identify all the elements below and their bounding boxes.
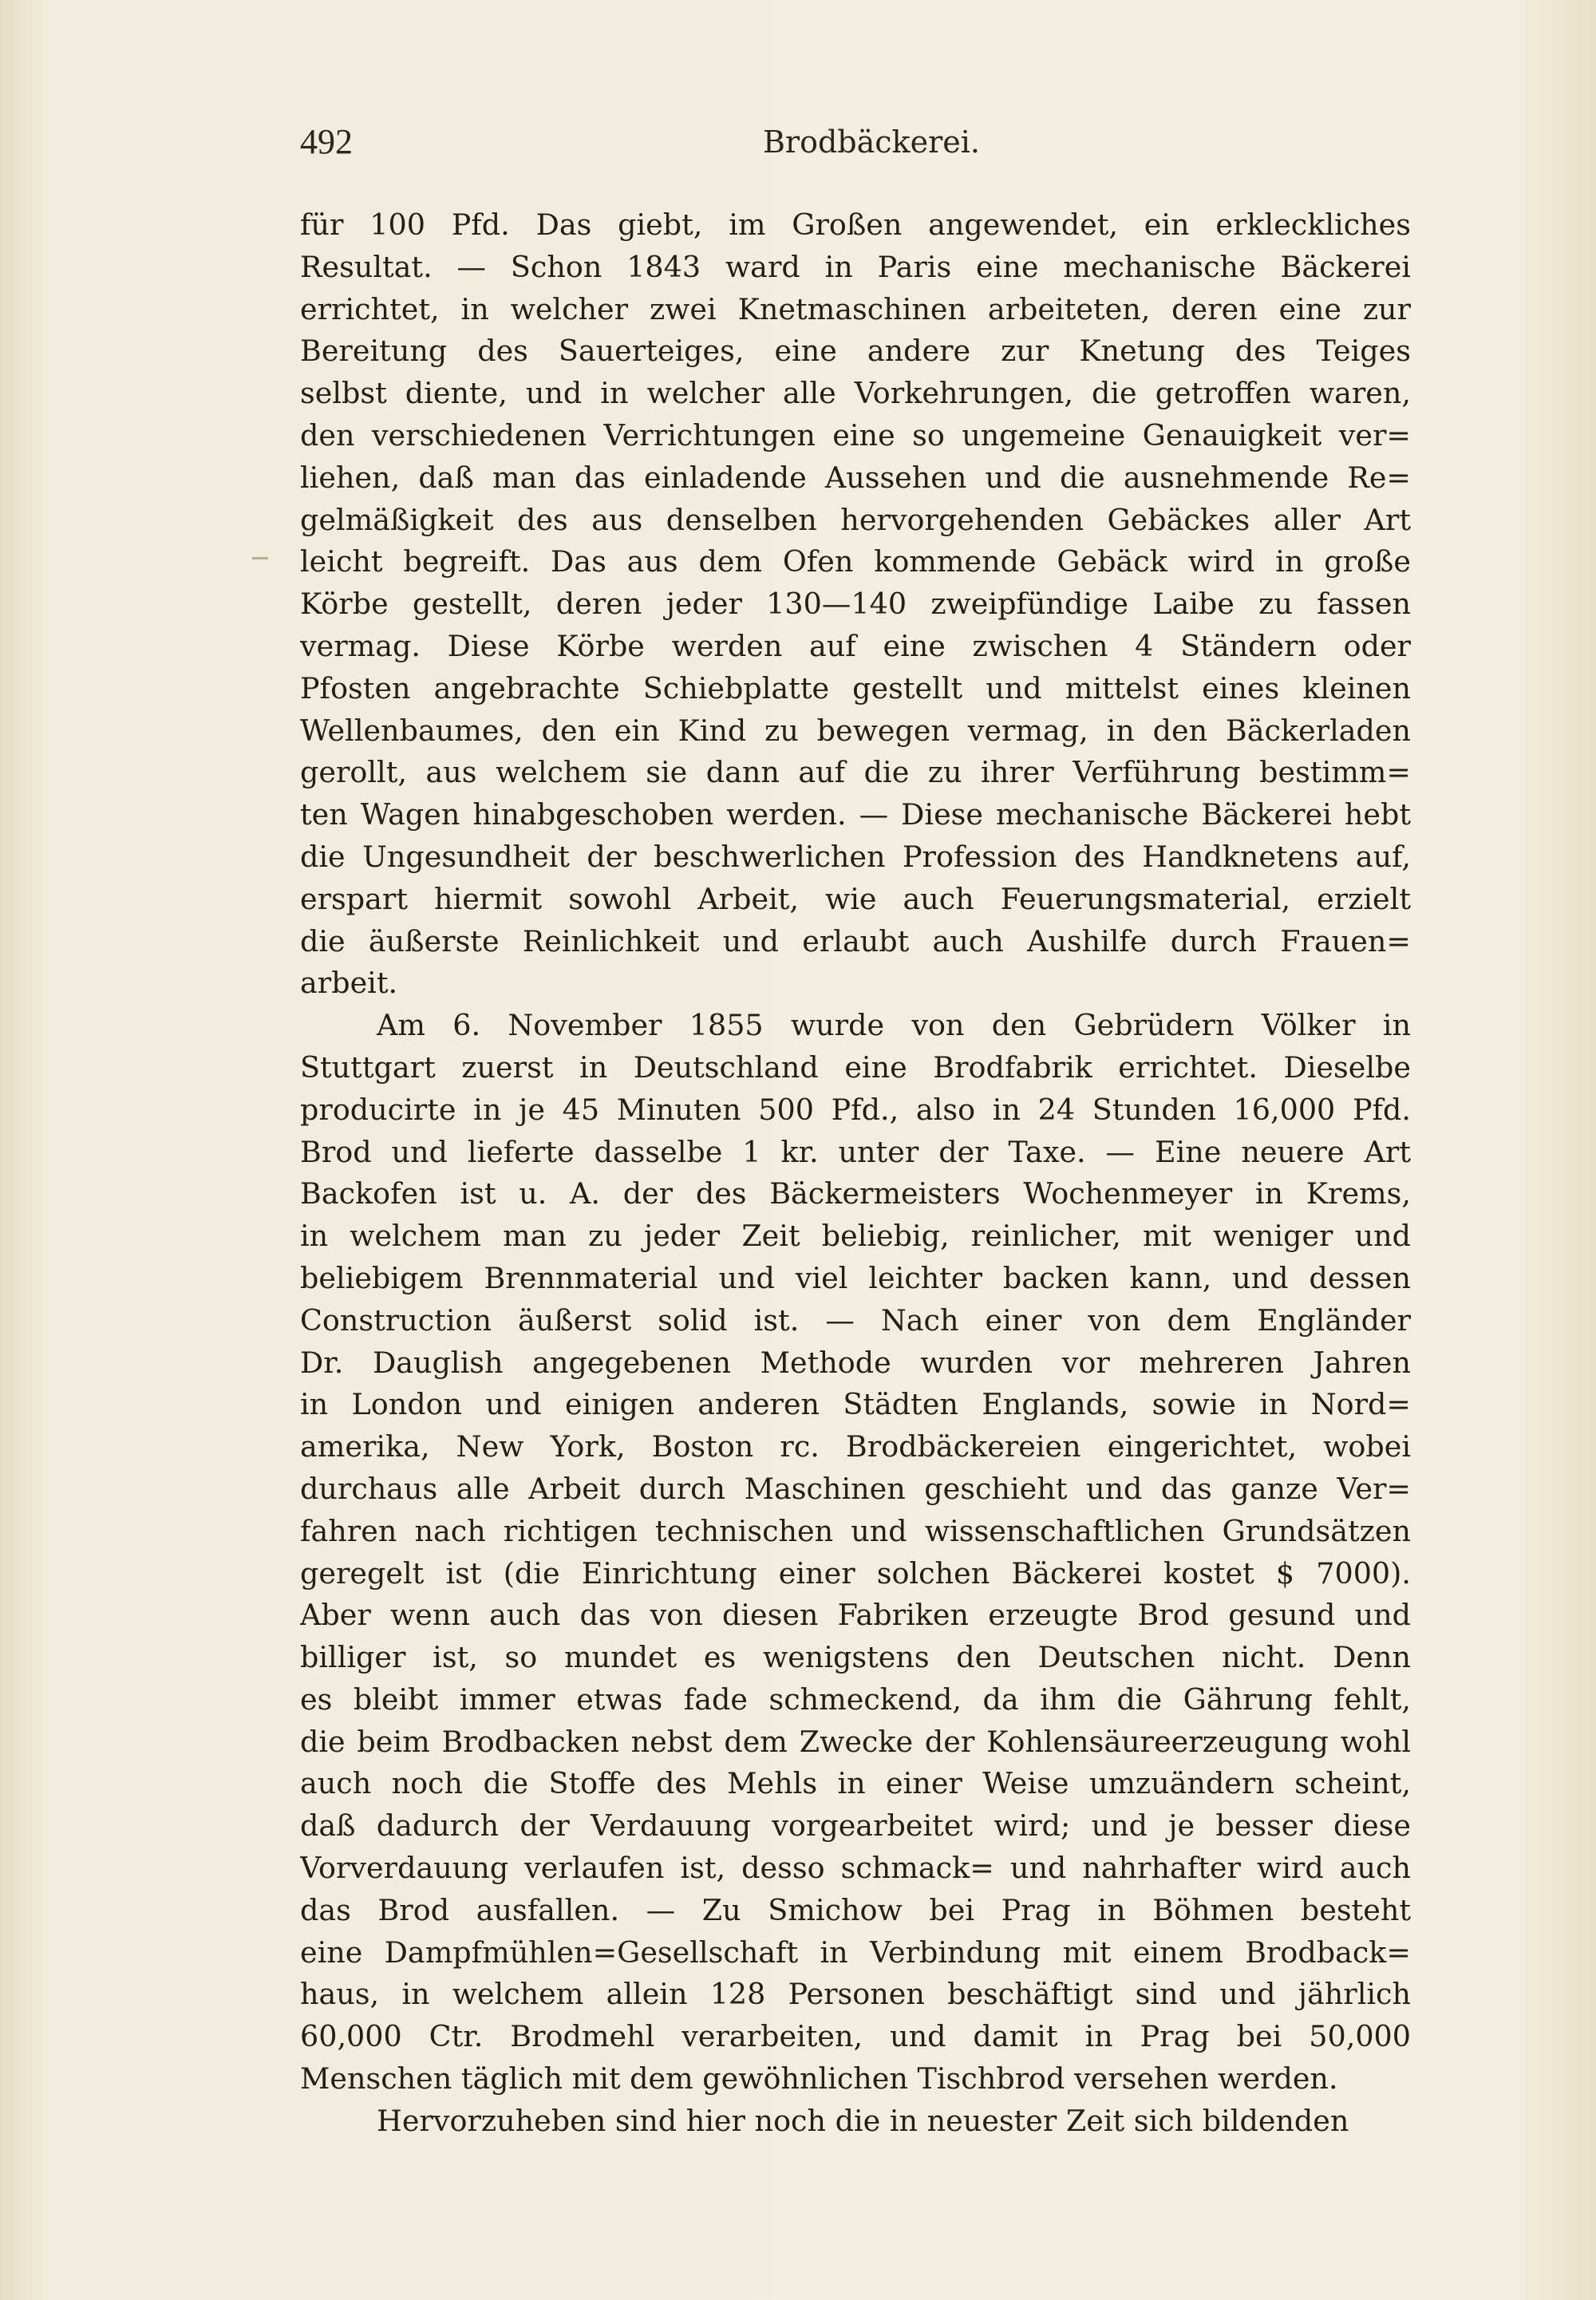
text-line: gerollt, aus welchem sie dann auf die zu ihrer Verführung bestimm=: [300, 755, 1411, 790]
text-line: amerika, New York, Boston rc. Brodbäckereien eingerichtet, wobei: [300, 1429, 1411, 1464]
text-line: 60,000 Ctr. Brodmehl verarbeiten, und damit in Prag bei 50,000: [300, 2019, 1411, 2054]
text-line: fahren nach richtigen technischen und wissenschaftlichen Grundsätzen: [300, 1513, 1411, 1548]
text-line: beliebigem Brennmaterial und viel leichter backen kann, und dessen: [300, 1260, 1411, 1295]
text-line: vermag. Diese Körbe werden auf eine zwischen 4 Ständern oder: [300, 628, 1411, 663]
text-line: gelmäßigkeit des aus denselben hervorgehenden Gebäckes aller Art: [300, 502, 1411, 537]
page-number: 492: [300, 122, 353, 161]
text-line: durchaus alle Arbeit durch Maschinen geschieht und das ganze Ver=: [300, 1471, 1411, 1506]
text-line: Bereitung des Sauerteiges, eine andere zur Knetung des Teiges: [300, 334, 1411, 369]
text-line: Brod und lieferte dasselbe 1 kr. unter der Taxe. — Eine neuere Art: [300, 1134, 1411, 1169]
text-line: Körbe gestellt, deren jeder 130—140 zweipfündige Laibe zu fassen: [300, 587, 1411, 622]
paragraph: [300, 2100, 1411, 2143]
running-head: [300, 121, 1409, 177]
text-line: auch noch die Stoffe des Mehls in einer Weise umzuändern scheint,: [300, 1766, 1411, 1801]
text-line: erspart hiermit sowohl Arbeit, wie auch Feuerungsmaterial, erzielt: [300, 881, 1411, 916]
text-line: die beim Brodbacken nebst dem Zwecke der Kohlensäureerzeugung wohl: [300, 1724, 1411, 1759]
text-line: daß dadurch der Verdauung vorgearbeitet wird; und je besser diese: [300, 1808, 1411, 1844]
text-line: die Ungesundheit der beschwerlichen Profession des Handknetens auf,: [300, 839, 1411, 874]
text-line: Pfosten angebrachte Schiebplatte gestellt und mittelst eines kleinen: [300, 670, 1411, 705]
text-line: Construction äußerst solid ist. — Nach einer von dem Engländer: [300, 1302, 1411, 1338]
text-line: selbst diente, und in welcher alle Vorkehrungen, die getroffen waren,: [300, 376, 1411, 411]
text-line: für 100 Pfd. Das giebt, im Großen angewendet, ein erkleckliches: [300, 207, 1411, 242]
text-line: Resultat. — Schon 1843 ward in Paris eine mechanische Bäckerei: [300, 249, 1411, 284]
text-line: ten Wagen hinabgeschoben werden. — Diese mechanische Bäckerei hebt: [300, 797, 1411, 832]
text-line: Menschen täglich mit dem gewöhnlichen Tischbrod versehen werden.: [300, 2061, 1338, 2096]
text-line: Hervorzuheben sind hier noch die in neuester Zeit sich bildenden: [377, 2103, 1349, 2138]
text-line: arbeit.: [300, 966, 398, 1001]
text-line: eine Dampfmühlen=Gesellschaft in Verbindung mit einem Brodback=: [300, 1934, 1411, 1970]
text-line: Stuttgart zuerst in Deutschland eine Brodfabrik errichtet. Dieselbe: [300, 1049, 1411, 1085]
text-line: producirte in je 45 Minuten 500 Pfd., also in 24 Stunden 16,000 Pfd.: [300, 1092, 1411, 1127]
text-line: das Brod ausfallen. — Zu Smichow bei Prag in Böhmen besteht: [300, 1892, 1411, 1927]
text-line: errichtet, in welcher zwei Knetmaschinen arbeiteten, deren eine zur: [300, 291, 1411, 326]
text-line: haus, in welchem allein 128 Personen beschäftigt sind und jährlich: [300, 1977, 1411, 2012]
body-text: [300, 204, 1411, 2143]
text-line: die äußerste Reinlichkeit und erlaubt auch Aushilfe durch Frauen=: [300, 923, 1411, 958]
text-line: es bleibt immer etwas fade schmeckend, da ihm die Gährung fehlt,: [300, 1682, 1411, 1717]
text-line: Am 6. November 1855 wurde von den Gebrüdern Völker in: [377, 1008, 1411, 1043]
margin-mark: [252, 557, 268, 559]
text-line: liehen, daß man das einladende Aussehen und die ausnehmende Re=: [300, 460, 1411, 495]
paragraph: [300, 204, 1411, 1005]
running-title: Brodbäckerei.: [763, 124, 980, 160]
paragraph: [300, 1005, 1411, 2100]
text-line: den verschiedenen Verrichtungen eine so ungemeine Genauigkeit ver=: [300, 417, 1411, 452]
text-line: Backofen ist u. A. der des Bäckermeisters Wochenmeyer in Krems,: [300, 1176, 1411, 1211]
text-line: geregelt ist (die Einrichtung einer solchen Bäckerei kostet $ 7000).: [300, 1555, 1411, 1591]
text-line: Dr. Dauglish angegebenen Methode wurden vor mehreren Jahren: [300, 1345, 1411, 1380]
text-line: Wellenbaumes, den ein Kind zu bewegen vermag, in den Bäckerladen: [300, 713, 1411, 748]
text-line: billiger ist, so mundet es wenigstens den Deutschen nicht. Denn: [300, 1640, 1411, 1675]
text-line: in London und einigen anderen Städten Englands, sowie in Nord=: [300, 1387, 1411, 1422]
text-line: Vorverdauung verlaufen ist, desso schmack= und nahrhafter wird auch: [300, 1851, 1411, 1886]
text-line: leicht begreift. Das aus dem Ofen kommende Gebäck wird in große: [300, 544, 1411, 579]
text-line: in welchem man zu jeder Zeit beliebig, reinlicher, mit weniger und: [300, 1219, 1411, 1254]
text-line: Aber wenn auch das von diesen Fabriken erzeugte Brod gesund und: [300, 1598, 1411, 1633]
